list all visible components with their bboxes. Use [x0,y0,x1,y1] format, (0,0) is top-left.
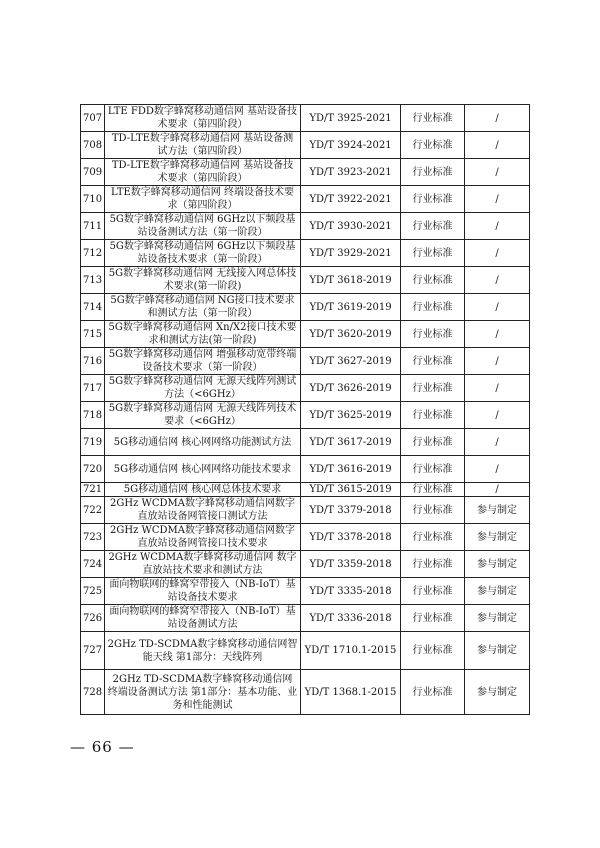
standard-code: YD/T 3929-2021 [301,240,401,267]
standard-code: YD/T 3359-2018 [301,551,401,578]
participation-note: 参与制定 [465,524,530,551]
standard-code: YD/T 1710.1-2015 [301,632,401,670]
table-row [81,605,530,632]
standard-type: 行业标准 [401,483,465,497]
standard-name: 5G数字蜂窝移动通信网 无线接入网总体技术要求(第一阶段) [105,267,301,294]
standard-name: LTE FDD数字蜂窝移动通信网 基站设备技术要求（第四阶段） [105,105,301,132]
standard-code: YD/T 3625-2019 [301,402,401,429]
row-number: 719 [81,429,105,456]
standard-code: YD/T 3923-2021 [301,159,401,186]
standard-type: 行业标准 [401,551,465,578]
standard-code: YD/T 3378-2018 [301,524,401,551]
participation-note: 参与制定 [465,497,530,524]
row-number: 720 [81,456,105,483]
standard-name: 面向物联网的蜂窝窄带接入（NB-IoT）基站设备技术要求 [105,578,301,605]
participation-note: / [465,105,530,132]
standard-name: 5G移动通信网 核心网网络功能测试方法 [105,429,301,456]
standard-type: 行业标准 [401,632,465,670]
row-number: 723 [81,524,105,551]
standards-table-body [81,105,530,715]
participation-note: 参与制定 [465,551,530,578]
row-number: 714 [81,294,105,321]
participation-note: / [465,267,530,294]
standard-name: 5G数字蜂窝移动通信网 Xn/X2接口技术要求和测试方法(第一阶段) [105,321,301,348]
standard-name: 2GHz WCDMA数字蜂窝移动通信网数字直放站设备网管接口技术要求 [105,524,301,551]
row-number: 708 [81,132,105,159]
standard-name: 2GHz WCDMA数字蜂窝移动通信网数字直放站设备网管接口测试方法 [105,497,301,524]
row-number: 710 [81,186,105,213]
table-row [81,456,530,483]
standard-code: YD/T 3379-2018 [301,497,401,524]
standard-type: 行业标准 [401,670,465,715]
table-row [81,402,530,429]
participation-note: / [465,402,530,429]
row-number: 715 [81,321,105,348]
standard-code: YD/T 3922-2021 [301,186,401,213]
standard-type: 行业标准 [401,578,465,605]
participation-note: / [465,240,530,267]
standard-type: 行业标准 [401,524,465,551]
standard-code: YD/T 3620-2019 [301,321,401,348]
participation-note: / [465,321,530,348]
standard-name: 5G数字蜂窝移动通信网 6GHz以下频段基站设备测试方法（第一阶段） [105,213,301,240]
participation-note: 参与制定 [465,632,530,670]
standard-code: YD/T 3618-2019 [301,267,401,294]
participation-note: / [465,213,530,240]
standard-type: 行业标准 [401,132,465,159]
table-row [81,267,530,294]
standard-code: YD/T 1368.1-2015 [301,670,401,715]
row-number: 717 [81,375,105,402]
standard-type: 行业标准 [401,375,465,402]
participation-note: / [465,159,530,186]
standard-name: 5G数字蜂窝移动通信网 NG接口技术要求和测试方法（第一阶段） [105,294,301,321]
standard-code: YD/T 3924-2021 [301,132,401,159]
standard-type: 行业标准 [401,321,465,348]
table-row [81,105,530,132]
table-row [81,670,530,715]
standard-type: 行业标准 [401,159,465,186]
standard-code: YD/T 3336-2018 [301,605,401,632]
standard-type: 行业标准 [401,456,465,483]
table-row [81,213,530,240]
standard-code: YD/T 3335-2018 [301,578,401,605]
standard-name: 5G数字蜂窝移动通信网 增强移动宽带终端设备技术要求（第一阶段） [105,348,301,375]
standard-code: YD/T 3619-2019 [301,294,401,321]
standard-type: 行业标准 [401,105,465,132]
page-number: — 66 — [70,738,135,756]
table-row [81,348,530,375]
standard-type: 行业标准 [401,348,465,375]
table-row [81,551,530,578]
standard-code: YD/T 3616-2019 [301,456,401,483]
standard-type: 行业标准 [401,605,465,632]
standard-type: 行业标准 [401,240,465,267]
row-number: 713 [81,267,105,294]
standard-type: 行业标准 [401,294,465,321]
participation-note: / [465,483,530,497]
row-number: 707 [81,105,105,132]
standard-code: YD/T 3626-2019 [301,375,401,402]
standard-name: 面向物联网的蜂窝窄带接入（NB-IoT）基站设备测试方法 [105,605,301,632]
standard-name: 5G移动通信网 核心网总体技术要求 [105,483,301,497]
standard-code: YD/T 3615-2019 [301,483,401,497]
row-number: 725 [81,578,105,605]
table-row [81,429,530,456]
standard-name: 2GHz TD-SCDMA数字蜂窝移动通信网 终端设备测试方法 第1部分：基本功能、业务和性能测试 [105,670,301,715]
row-number: 726 [81,605,105,632]
row-number: 718 [81,402,105,429]
standard-name: 5G移动通信网 核心网网络功能技术要求 [105,456,301,483]
row-number: 721 [81,483,105,497]
row-number: 724 [81,551,105,578]
standard-code: YD/T 3930-2021 [301,213,401,240]
standard-name: 5G数字蜂窝移动通信网 无源天线阵列技术要求（<6GHz） [105,402,301,429]
standard-type: 行业标准 [401,497,465,524]
participation-note: 参与制定 [465,670,530,715]
row-number: 711 [81,213,105,240]
standard-code: YD/T 3925-2021 [301,105,401,132]
participation-note: / [465,294,530,321]
table-row [81,186,530,213]
participation-note: / [465,429,530,456]
table-row [81,578,530,605]
table-row [81,524,530,551]
row-number: 727 [81,632,105,670]
row-number: 722 [81,497,105,524]
standard-name: TD-LTE数字蜂窝移动通信网 基站设备测试方法（第四阶段） [105,132,301,159]
row-number: 709 [81,159,105,186]
table-row [81,497,530,524]
standard-code: YD/T 3617-2019 [301,429,401,456]
standard-name: 2GHz TD-SCDMA数字蜂窝移动通信网智能天线 第1部分：天线阵列 [105,632,301,670]
table-row [81,240,530,267]
participation-note: / [465,348,530,375]
standard-name: 5G数字蜂窝移动通信网 6GHz以下频段基站设备技术要求（第一阶段） [105,240,301,267]
table-row [81,483,530,497]
table-row [81,132,530,159]
standard-type: 行业标准 [401,402,465,429]
table-row [81,159,530,186]
participation-note: / [465,186,530,213]
row-number: 712 [81,240,105,267]
table-row [81,321,530,348]
standard-type: 行业标准 [401,186,465,213]
standard-type: 行业标准 [401,267,465,294]
participation-note: 参与制定 [465,578,530,605]
standard-name: LTE数字蜂窝移动通信网 终端设备技术要求（第四阶段） [105,186,301,213]
table-row [81,294,530,321]
standard-name: 2GHz WCDMA数字蜂窝移动通信网 数字直放站技术要求和测试方法 [105,551,301,578]
standards-table [80,104,530,715]
table-row [81,375,530,402]
standard-name: TD-LTE数字蜂窝移动通信网 基站设备技术要求（第四阶段） [105,159,301,186]
standard-name: 5G数字蜂窝移动通信网 无源天线阵列测试方法（<6GHz） [105,375,301,402]
participation-note: / [465,456,530,483]
standard-type: 行业标准 [401,213,465,240]
participation-note: / [465,132,530,159]
standard-code: YD/T 3627-2019 [301,348,401,375]
row-number: 716 [81,348,105,375]
row-number: 728 [81,670,105,715]
participation-note: 参与制定 [465,605,530,632]
table-row [81,632,530,670]
participation-note: / [465,375,530,402]
standard-type: 行业标准 [401,429,465,456]
